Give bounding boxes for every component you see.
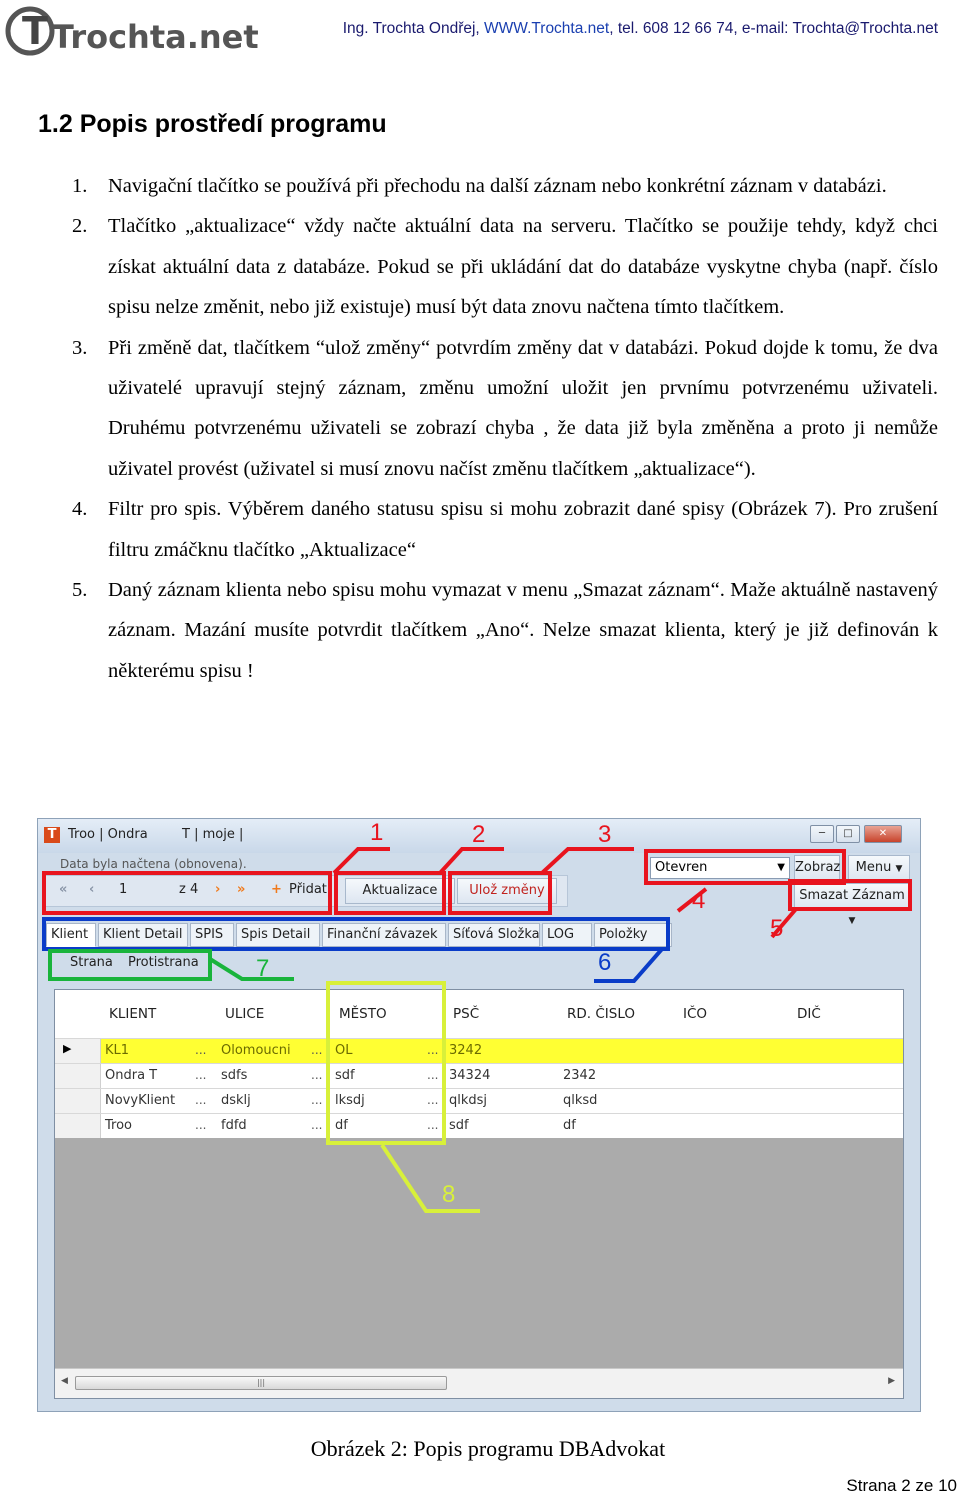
ellipsis-icon[interactable]: ...	[427, 1068, 439, 1082]
item-number: 4.	[72, 498, 88, 521]
page-number: Strana 2 ze 10	[846, 1476, 957, 1495]
column-header[interactable]: KLIENT	[109, 1006, 157, 1022]
contact-web-link[interactable]: WWW.Trochta.net	[484, 20, 610, 37]
title-right: T | moje |	[182, 827, 244, 842]
callout-number: 8	[442, 1181, 456, 1208]
ellipsis-icon[interactable]: ...	[311, 1118, 323, 1132]
callout-box-6	[44, 919, 668, 949]
callout-box-3	[450, 873, 550, 913]
first-record-icon[interactable]: «	[59, 882, 68, 897]
list-item	[72, 489, 938, 570]
figure-caption: Obrázek 2: Popis programu DBAdvokat	[310, 1436, 666, 1461]
item-number: 5.	[72, 579, 88, 602]
subtab-protistrana[interactable]: Protistrana	[128, 955, 199, 970]
minimize-icon[interactable]: ─	[810, 825, 834, 843]
list-item	[72, 570, 938, 691]
logo-text: Trochta.net	[52, 18, 259, 56]
cell-klient[interactable]: KL1	[105, 1043, 130, 1058]
item-number: 2.	[72, 215, 88, 238]
callout-number: 2	[472, 821, 486, 848]
cell-klient[interactable]: Troo	[105, 1118, 132, 1133]
item-text: Tlačítko „aktualizace“ vždy načte aktuální data na serveru. Tlačítko se použije tehdy, když chci získat aktuální data z databáze. Pokud se při ukládání dat do databáze vyskytne chyba (např. číslo spisu nelze změnit, nebo již existuje) musí být data znovu načtena tímto tlačítkem.	[108, 215, 938, 319]
column-header[interactable]: DIČ	[797, 1006, 821, 1022]
cell-mesto[interactable]: lksdj	[335, 1093, 365, 1108]
tab-spis-detail[interactable]: Spis Detail	[236, 923, 320, 947]
menu-chevron-icon: ▼	[895, 864, 903, 874]
cell-ulice[interactable]: dsklj	[221, 1093, 251, 1108]
cell-klient[interactable]: NovyKlient	[105, 1093, 176, 1108]
column-header[interactable]: RD. ČISLO	[567, 1006, 636, 1022]
callout-box-5	[790, 881, 910, 909]
item-text: Navigační tlačítko se používá při přechodu na další záznam nebo konkrétní záznam v databázi.	[108, 175, 887, 197]
scrollbar-thumb[interactable]: |||	[75, 1376, 447, 1390]
ellipsis-icon[interactable]: ...	[427, 1093, 439, 1107]
item-text: Při změně dat, tlačítkem “ulož změny“ potvrdím změny dat v databázi. Pokud dojde k tomu, že dva uživatelé upravují stejný záznam, změnu umožní uložit jen prvnímu potvrzenému uživateli. Druhému potvrzenému uživateli se zobrazí chyba , že data již byla změněna a proto ji nemůže uživatel provést (uživatel si musí znovu načíst změnu tlačítkem „aktualizace“).	[108, 336, 938, 480]
callout-number: 1	[370, 819, 384, 846]
close-icon[interactable]: ✕	[864, 825, 902, 843]
add-icon[interactable]: +	[271, 882, 282, 897]
callout-box-2	[336, 873, 444, 913]
cell-klient[interactable]: Ondra T	[105, 1068, 158, 1083]
ellipsis-icon[interactable]: ...	[195, 1093, 207, 1107]
contact-suffix: , tel. 608 12 66 74, e-mail: Trochta@Trochta.net	[609, 20, 938, 37]
trochta-logo	[4, 2, 284, 60]
item-number: 3.	[72, 336, 88, 359]
cell-rd-cislo[interactable]: 2342	[563, 1068, 597, 1083]
svg-text:T: T	[22, 9, 48, 53]
ellipsis-icon[interactable]: ...	[311, 1043, 323, 1057]
tab-log[interactable]: LOG	[542, 923, 592, 947]
cell-mesto[interactable]: OL	[335, 1043, 353, 1058]
list-item	[72, 166, 938, 206]
column-header[interactable]: MĚSTO	[339, 1006, 387, 1022]
column-header[interactable]: ULICE	[225, 1006, 265, 1022]
callout-box-1	[44, 873, 330, 913]
callout-box-7	[50, 951, 210, 979]
item-text: Filtr pro spis. Výběrem daného statusu spisu si mohu zobrazit dané spisy (Obrázek 7). Pro zrušení filtru zmáčknu tlačítko „Aktualizace“	[108, 498, 938, 561]
cell-ulice[interactable]: fdfd	[221, 1118, 247, 1133]
tab-klient[interactable]: Klient	[46, 923, 96, 947]
filter-value: Otevren	[655, 860, 708, 875]
annotation-overlay	[38, 819, 920, 1411]
ellipsis-icon[interactable]: ...	[427, 1118, 439, 1132]
next-record-icon[interactable]: ›	[215, 882, 221, 897]
last-record-icon[interactable]: »	[237, 882, 246, 897]
cell-psc[interactable]: sdf	[449, 1118, 469, 1133]
item-number: 1.	[72, 175, 88, 197]
delete-chevron-icon: ▼	[848, 916, 856, 926]
header-contact	[343, 20, 938, 38]
ellipsis-icon[interactable]: ...	[311, 1068, 323, 1082]
cell-mesto[interactable]: sdf	[335, 1068, 355, 1083]
show-filter-button[interactable]: Zobraz	[794, 855, 840, 881]
ellipsis-icon[interactable]: ...	[195, 1068, 207, 1082]
callout-number: 4	[692, 887, 706, 914]
cell-psc[interactable]: 3242	[449, 1043, 483, 1058]
cell-psc[interactable]: 34324	[449, 1068, 491, 1083]
scroll-right-icon[interactable]: ▶	[888, 1376, 895, 1386]
title-left: Troo | Ondra	[68, 827, 148, 842]
refresh-button[interactable]: Aktualizace	[345, 878, 455, 904]
callout-number: 3	[598, 821, 612, 848]
tab-spis[interactable]: SPIS	[190, 923, 234, 947]
callout-number: 6	[598, 949, 612, 976]
delete-record-label: Smazat Záznam	[799, 888, 905, 903]
current-row-icon: ▶	[63, 1042, 72, 1055]
list-item	[72, 328, 938, 490]
column-header[interactable]: IČO	[683, 1006, 708, 1022]
subtab-strana[interactable]: Strana	[70, 955, 113, 970]
menu-label: Menu	[855, 860, 892, 875]
record-position[interactable]: 1	[119, 882, 128, 897]
cell-ulice[interactable]: Olomoucni	[221, 1043, 291, 1058]
cell-rd-cislo[interactable]: qlksd	[563, 1093, 598, 1108]
app-screenshot	[37, 818, 921, 1412]
maximize-icon[interactable]: □	[836, 825, 860, 843]
record-count: z 4	[179, 882, 199, 897]
tab-financni-zavazek[interactable]: Finanční závazek	[322, 923, 446, 947]
tab-sitova-slozka[interactable]: Síťová Složka	[448, 923, 540, 947]
item-text: Daný záznam klienta nebo spisu mohu vymazat v menu „Smazat záznam“. Maže aktuálně nastavený záznam. Mazání musíte potvrdit tlačítkem „Ano“. Nelze smazat klienta, který je již definován k některému spisu !	[108, 579, 938, 682]
tab-klient-detail[interactable]: Klient Detail	[98, 923, 188, 947]
scroll-left-icon[interactable]: ◀	[61, 1376, 68, 1386]
app-icon: T	[44, 827, 60, 843]
list-item	[72, 206, 938, 327]
cell-psc[interactable]: qlkdsj	[449, 1093, 488, 1108]
description-list	[72, 166, 938, 691]
prev-record-icon[interactable]: ‹	[89, 882, 95, 897]
ellipsis-icon[interactable]: ...	[195, 1043, 207, 1057]
column-header[interactable]: PSČ	[453, 1006, 480, 1022]
tab-polozky[interactable]: Položky	[594, 923, 672, 947]
save-changes-button[interactable]: Ulož změny	[457, 878, 557, 904]
status-message: Data byla načtena (obnovena).	[60, 857, 247, 871]
ellipsis-icon[interactable]: ...	[427, 1043, 439, 1057]
callout-box-8	[328, 983, 444, 1143]
cell-rd-cislo[interactable]: df	[563, 1118, 576, 1133]
add-record-label[interactable]: Přidat	[289, 882, 327, 897]
section-title: 1.2 Popis prostředí programu	[38, 110, 387, 138]
chevron-down-icon: ▼	[777, 862, 785, 873]
callout-number: 7	[256, 955, 270, 982]
contact-prefix: Ing. Trochta Ondřej,	[342, 20, 485, 37]
cell-mesto[interactable]: df	[335, 1118, 348, 1133]
ellipsis-icon[interactable]: ...	[311, 1093, 323, 1107]
callout-box-4	[646, 851, 844, 883]
cell-ulice[interactable]: sdfs	[221, 1068, 248, 1083]
ellipsis-icon[interactable]: ...	[195, 1118, 207, 1132]
callout-number: 5	[770, 915, 784, 942]
